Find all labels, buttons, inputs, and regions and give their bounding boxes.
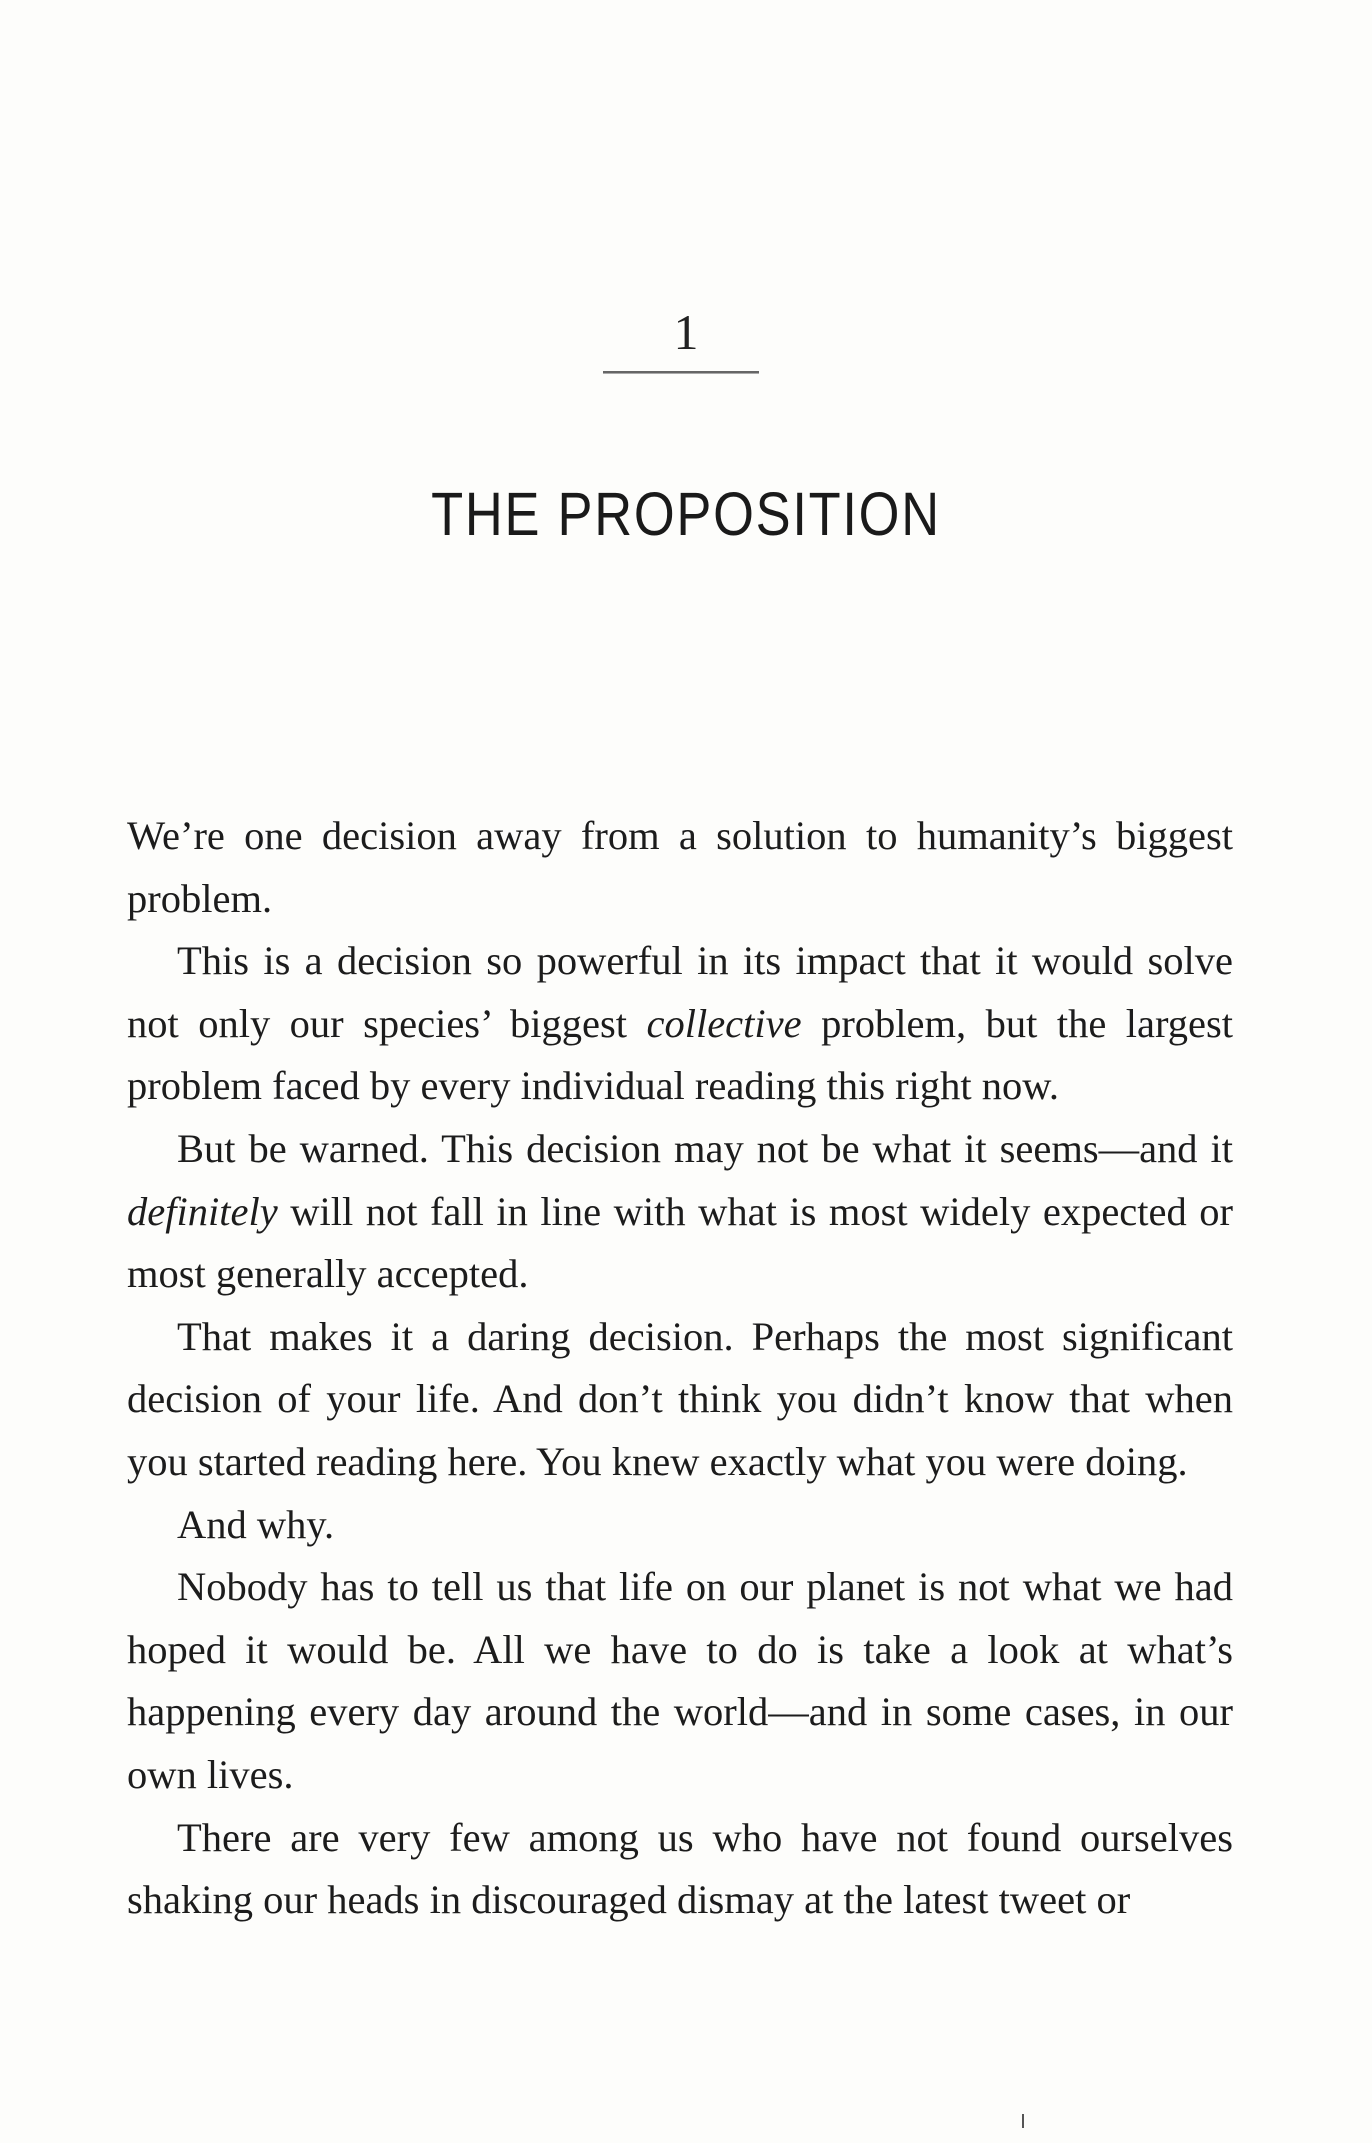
paragraph (127, 1118, 1233, 1306)
text-segment: That makes it a daring decision. Perhaps the most significant decision of your life. And don’t think you didn’t know that when you started reading here. You knew exactly what you were doing. (127, 1313, 1233, 1484)
text-segment: But be warned. This decision may not be what it seems—and it (177, 1125, 1233, 1171)
paragraph (127, 1306, 1233, 1494)
text-segment: We’re one decision away from a solution to humanity’s biggest problem. (127, 813, 1233, 921)
text-segment: And why. (177, 1501, 335, 1547)
text-segment: will not fall in line with what is most widely expected or most generally accepted. (127, 1188, 1233, 1297)
italic-text-segment: definitely (127, 1188, 278, 1234)
text-segment: There are very few among us who have not found ourselves shaking our heads in discouraged dismay at the latest tweet or (127, 1814, 1233, 1923)
paragraph (127, 805, 1233, 930)
chapter-body (127, 805, 1233, 1932)
text-segment: Nobody has to tell us that life on our planet is not what we had hoped it would be. All we have to do is take a look at what’s happening every day around the world—and in some cases, in our own lives. (127, 1564, 1233, 1797)
scan-speck (1022, 2114, 1024, 2128)
text-segment: problem, but the largest problem faced by every individual reading this right now. (127, 1000, 1233, 1109)
chapter-divider (603, 371, 759, 374)
text-segment: This is a decision so powerful in its impact that it would solve not only our species’ biggest (127, 938, 1233, 1046)
italic-text-segment: collective (646, 1000, 802, 1046)
chapter-title: THE PROPOSITION (431, 480, 941, 548)
paragraph (127, 930, 1233, 1118)
paragraph (127, 1556, 1233, 1806)
paragraph (127, 1494, 1233, 1557)
paragraph (127, 1807, 1233, 1932)
chapter-number: 1 (673, 304, 699, 360)
